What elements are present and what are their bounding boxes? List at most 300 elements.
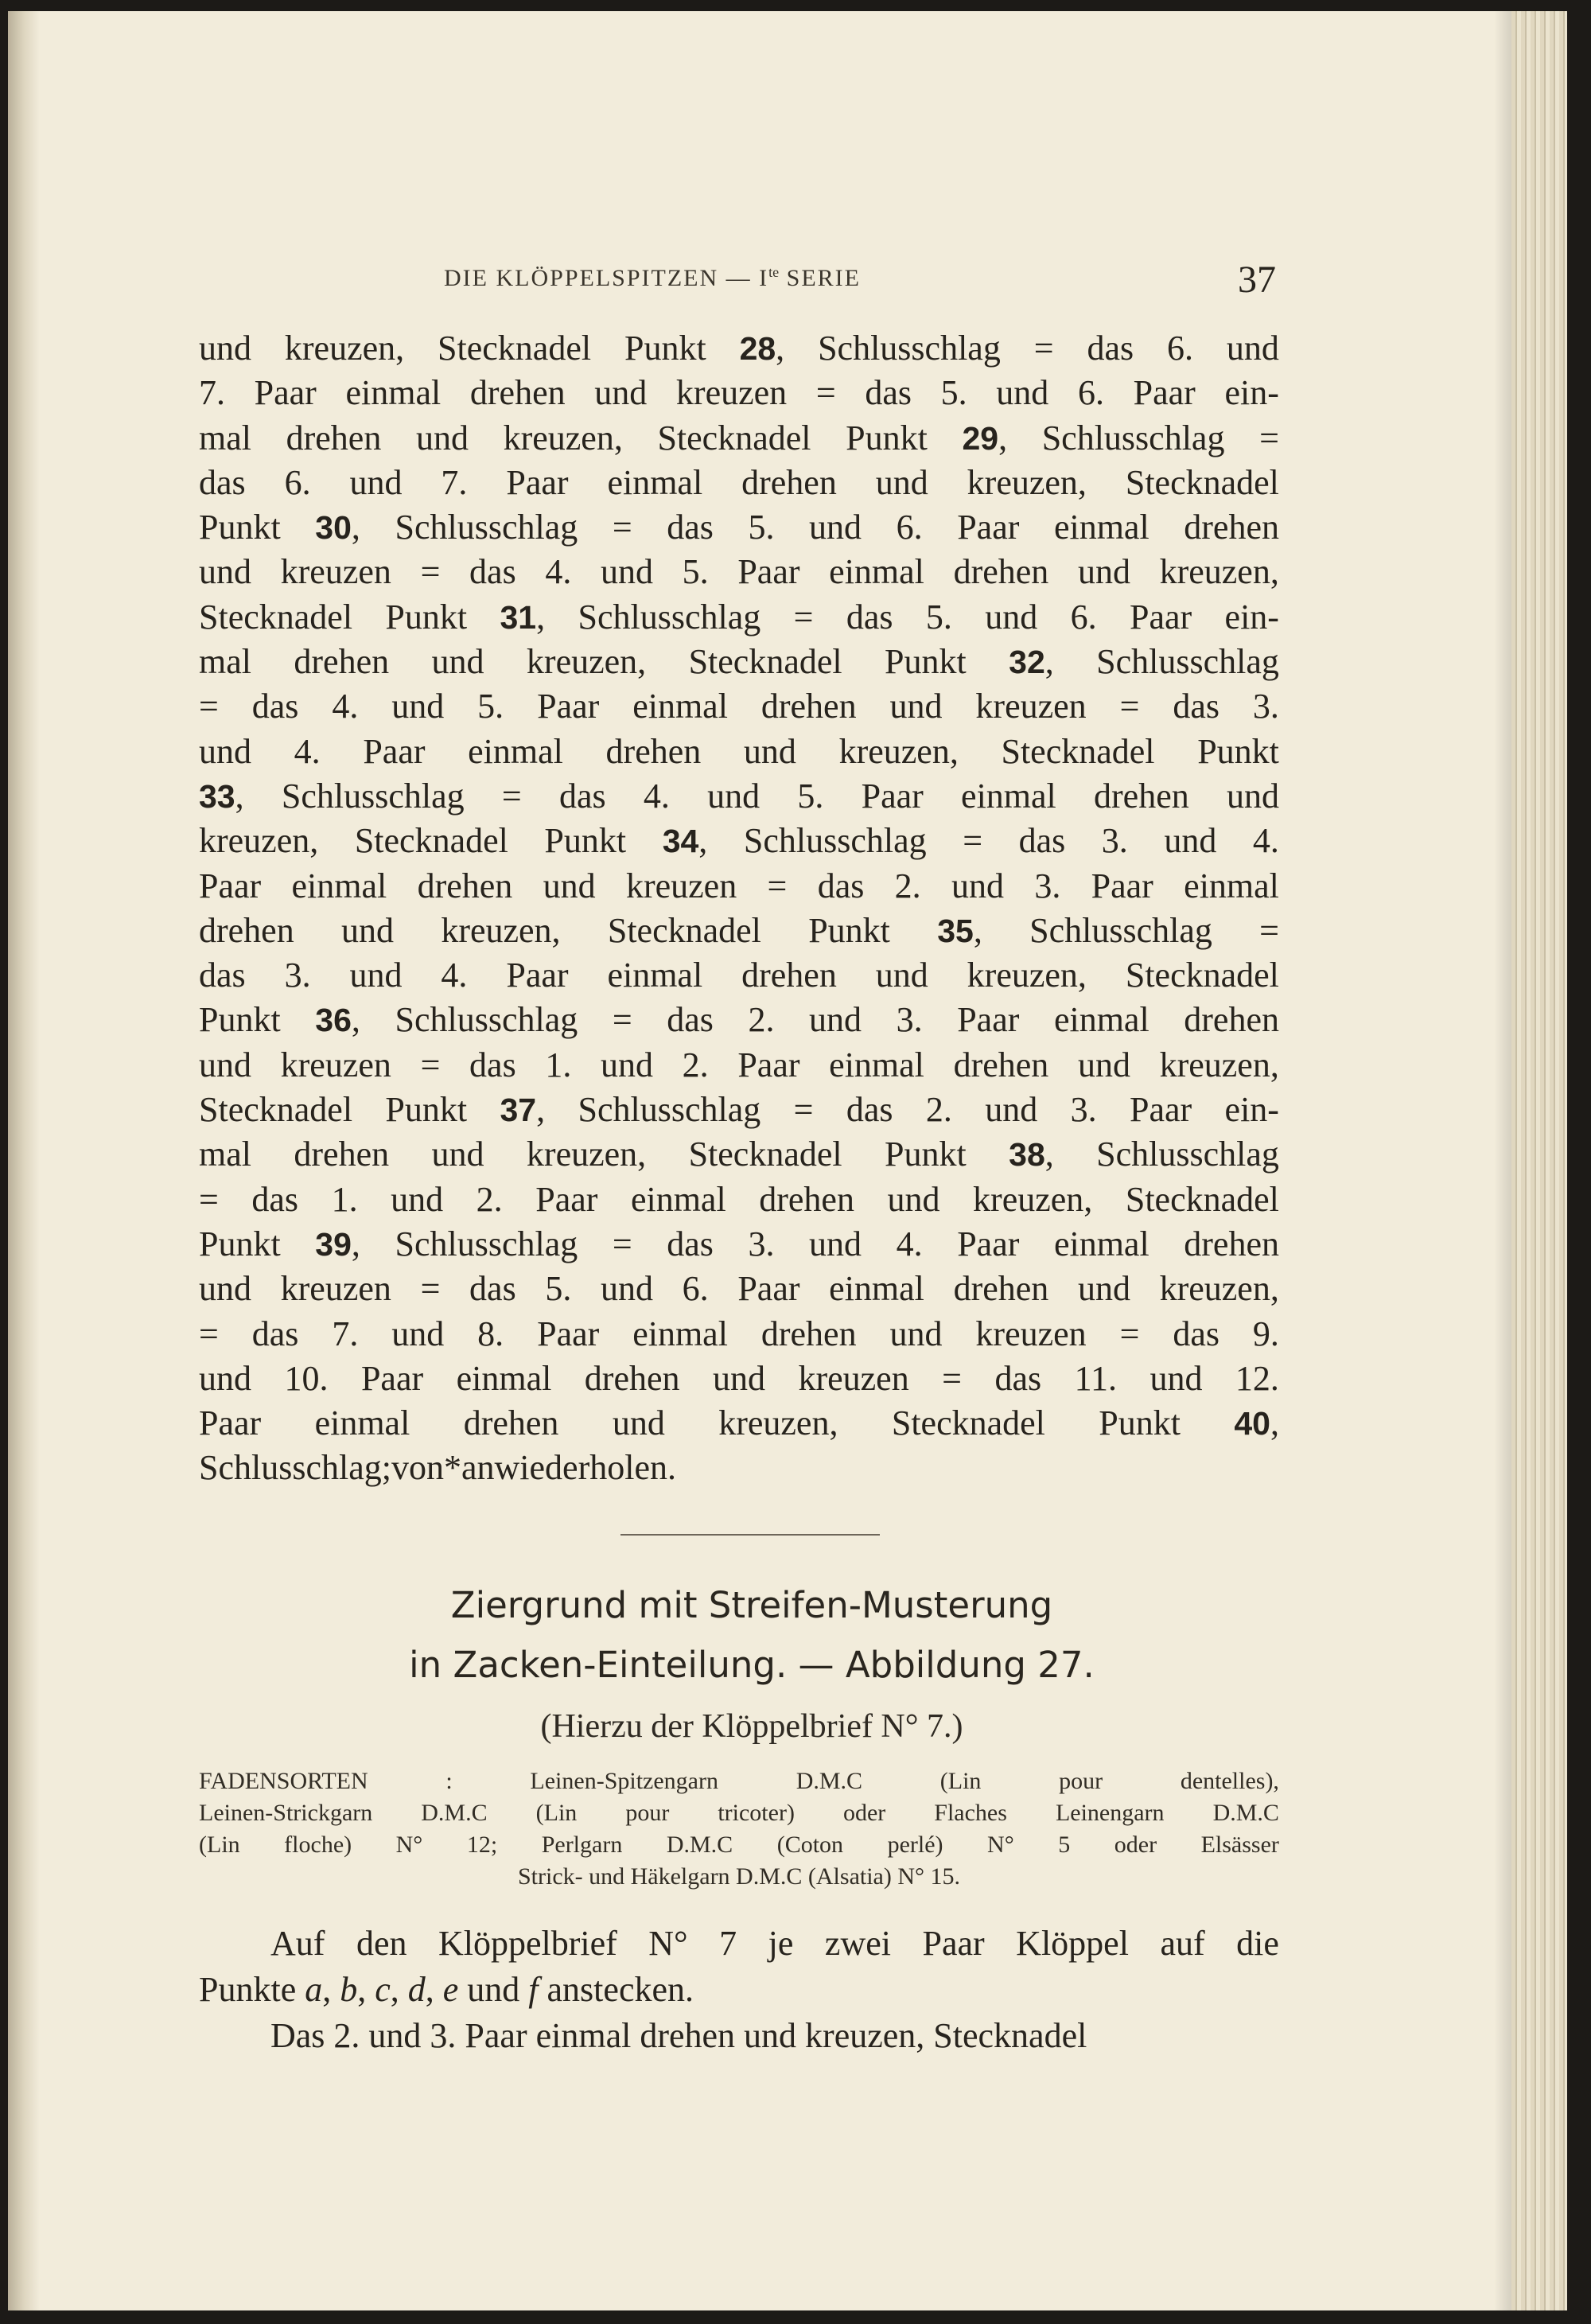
word: = (793, 1090, 814, 1130)
word: Punkt (885, 1135, 967, 1174)
word: Schlusschlag (281, 776, 465, 816)
word: kreuzen, (284, 329, 405, 368)
word: = (963, 821, 983, 861)
word: und (985, 1090, 1038, 1130)
body-line (199, 505, 1279, 550)
body-line (199, 416, 1279, 461)
word: und (707, 776, 760, 816)
word: = (199, 1179, 219, 1219)
book-page (8, 11, 1567, 2310)
word: drehen (584, 1358, 680, 1398)
word: 7 (719, 1924, 737, 1963)
word: 7. (199, 373, 225, 413)
word: drehen (294, 1135, 390, 1174)
body-line (199, 1132, 1279, 1177)
word: die (1236, 1924, 1279, 1963)
word: 8. (477, 1314, 504, 1353)
word: und (1077, 552, 1130, 592)
word: und (594, 373, 648, 413)
word: 5. (925, 597, 952, 636)
body-line (199, 595, 1279, 640)
word: Perlgarn (541, 1832, 623, 1858)
word: 2. (894, 866, 921, 905)
word: Paar (1133, 373, 1196, 413)
word: D.M.C (666, 1832, 733, 1858)
body-line (199, 1312, 1279, 1357)
pin-point-number: 40 (1234, 1405, 1270, 1442)
word: Schlusschlag (1029, 910, 1212, 950)
body-line (199, 461, 1279, 505)
word: je (768, 1924, 794, 1963)
word: und (601, 1269, 654, 1309)
word: kreuzen (280, 1045, 391, 1084)
materials-line (199, 1829, 1279, 1861)
word: kreuzen, (838, 731, 959, 771)
word: = (612, 1000, 632, 1040)
word: das (865, 373, 912, 413)
word: 33, (199, 776, 244, 816)
word: mal (199, 1135, 251, 1174)
word: Stecknadel (607, 910, 761, 950)
word: und (809, 1000, 862, 1040)
word: drehen (605, 731, 702, 771)
page-edge-shadow (1494, 11, 1511, 2310)
word: das (667, 1000, 714, 1040)
word: ein- (1224, 373, 1279, 413)
section-divider (620, 1534, 880, 1536)
word: Punkt (199, 1000, 281, 1040)
word: kreuzen, (967, 462, 1087, 502)
materials-line (199, 1797, 1279, 1829)
word: und (887, 1179, 940, 1219)
word: Paar (1129, 597, 1192, 636)
word: kreuzen, (1159, 1045, 1279, 1084)
word: 6. (1166, 329, 1193, 368)
body-line (199, 371, 1279, 415)
word: kreuzen (975, 687, 1087, 726)
body-line (199, 1043, 1279, 1088)
word: Paar (861, 776, 924, 816)
word: Punkt (808, 910, 890, 950)
word: Schlusschlag (578, 597, 761, 636)
word: kreuzen, (718, 1403, 838, 1443)
word: drehen (1184, 1224, 1279, 1263)
word: = (815, 373, 836, 413)
word: Paar (1091, 866, 1153, 905)
word: und (743, 731, 796, 771)
word: einmal (630, 1179, 726, 1219)
word: drehen (199, 910, 294, 950)
section-heading: Ziergrund mit Streifen-Musterung (450, 1584, 1053, 1626)
word: drehen (417, 866, 513, 905)
page-gutter (8, 11, 40, 2310)
word: N° (648, 1924, 688, 1963)
word: Schlusschlag; (199, 1448, 391, 1488)
word: kreuzen, (199, 821, 319, 861)
word: 2. (925, 1090, 952, 1130)
word: einmal (607, 956, 703, 995)
word: einmal (632, 1314, 728, 1353)
word: Elsässer (1200, 1832, 1279, 1858)
word: das (667, 1224, 714, 1263)
word: Punkt (1197, 731, 1279, 771)
word: 12; (466, 1832, 498, 1858)
word: und (199, 329, 251, 368)
word: 40, (1234, 1403, 1279, 1443)
word: drehen (741, 462, 837, 502)
word: 4. (896, 1224, 923, 1263)
word: oder (1114, 1832, 1157, 1858)
word: einmal (829, 552, 924, 592)
body-line (199, 953, 1279, 998)
word: = (793, 597, 814, 636)
body-line (199, 864, 1279, 909)
word: N° (987, 1832, 1014, 1858)
paragraph-line (199, 1921, 1279, 1967)
word: kreuzen (975, 1314, 1087, 1353)
word: = (612, 1224, 632, 1263)
word: und (349, 956, 403, 995)
body-line (199, 774, 1279, 819)
word: 6. (284, 462, 311, 502)
body-line (199, 998, 1279, 1042)
word: und (199, 1045, 251, 1084)
word: drehen (463, 1403, 559, 1443)
word: kreuzen, (526, 1135, 647, 1174)
word: Schlusschlag (818, 329, 1001, 368)
word: Stecknadel (688, 642, 842, 682)
word: Paar (737, 552, 800, 592)
word: das (469, 552, 516, 592)
running-title: DIE KLÖPPELSPITZEN — $I^{te}$ SERIE (444, 264, 861, 291)
section-heading-line2: in Zacken-Einteilung. — Abbildung 27. (409, 1644, 1095, 1686)
body-line (199, 1178, 1279, 1222)
body-line (199, 730, 1279, 774)
word: und (1164, 821, 1217, 861)
word: das (469, 1045, 516, 1084)
word: 6. (1077, 373, 1104, 413)
word: = (1259, 418, 1279, 457)
word: einmal (1053, 508, 1149, 547)
word: = (1119, 1314, 1140, 1353)
word: = (1119, 687, 1140, 726)
word: Stecknadel (199, 597, 353, 636)
word: 35, (937, 910, 982, 950)
word: = (767, 866, 788, 905)
body-line (199, 684, 1279, 729)
word: pour (1059, 1768, 1103, 1794)
word: (Lin (535, 1800, 578, 1826)
word: Flaches (934, 1800, 1007, 1826)
word: kreuzen (625, 866, 737, 905)
word: Paar (535, 1179, 598, 1219)
word: und (612, 1403, 665, 1443)
running-head (8, 258, 1567, 306)
word: 30, (315, 508, 360, 547)
word: 7. (441, 462, 468, 502)
word: und (199, 1269, 251, 1309)
word: ein- (1224, 597, 1279, 636)
word: und (601, 552, 654, 592)
word: = (1259, 910, 1279, 950)
word: kreuzen (280, 552, 391, 592)
word: drehen (953, 1269, 1049, 1309)
word: Paar (737, 1269, 800, 1309)
pin-point-number: 35 (937, 912, 974, 949)
word: das (558, 776, 606, 816)
word: Schlusschlag (578, 1090, 761, 1130)
word: 2. (476, 1179, 503, 1219)
word: von (391, 1448, 444, 1488)
word: 9. (1252, 1314, 1279, 1353)
word: drehen (294, 642, 390, 682)
word: kreuzen, (526, 642, 647, 682)
word: = (1033, 329, 1054, 368)
word: Paar (199, 1403, 262, 1443)
word: das (1173, 1314, 1220, 1353)
word: und (1077, 1045, 1130, 1084)
word: kreuzen, (967, 956, 1087, 995)
word: einmal (829, 1045, 924, 1084)
word: und (889, 687, 943, 726)
word: 5. (748, 508, 775, 547)
word: 39, (315, 1224, 360, 1263)
page-number: 37 (1238, 259, 1276, 301)
word: einmal (291, 866, 387, 905)
word: das (667, 508, 714, 547)
word: Paar (254, 373, 317, 413)
word: Stecknadel (1125, 462, 1279, 502)
word: Paar (537, 687, 600, 726)
body-line (199, 1088, 1279, 1132)
word: kreuzen, (1159, 552, 1279, 592)
word: Schlusschlag (743, 821, 927, 861)
word: das (1018, 821, 1066, 861)
word: drehen (953, 1045, 1049, 1084)
word: und (809, 508, 862, 547)
word: 5. (477, 687, 504, 726)
word: Stecknadel (688, 1135, 842, 1174)
word: einmal (1053, 1000, 1149, 1040)
word: drehen (469, 373, 566, 413)
word: drehen (1184, 508, 1279, 547)
word: Leinengarn (1055, 1800, 1165, 1826)
word: das (1173, 687, 1220, 726)
word: einmal (314, 1403, 410, 1443)
pin-point-number: 37 (500, 1092, 537, 1129)
word: einmal (468, 731, 563, 771)
word: 5. (797, 776, 824, 816)
word: tricoter) (718, 1800, 795, 1826)
word: einmal (961, 776, 1056, 816)
word: Paar (537, 1314, 600, 1353)
word: : (445, 1768, 453, 1794)
word: Punkt (544, 821, 627, 861)
word: 28, (739, 329, 785, 368)
word: und (809, 1224, 862, 1263)
body-line (199, 1401, 1279, 1446)
word: und (415, 418, 469, 457)
word: kreuzen, (441, 910, 561, 950)
word: drehen (760, 1314, 857, 1353)
word: Schlusschlag (1041, 418, 1225, 457)
word: D.M.C (796, 1768, 863, 1794)
page-edge (1511, 11, 1567, 2310)
word: 4. (332, 687, 359, 726)
word: und (985, 597, 1038, 636)
word: 6. (896, 508, 923, 547)
word: das (251, 1179, 299, 1219)
word: Paar (199, 866, 262, 905)
word: und (391, 1179, 444, 1219)
pin-point-number: 30 (315, 509, 352, 547)
word: und (1077, 1269, 1130, 1309)
word: Stecknadel (1125, 1179, 1279, 1219)
word: einmal (456, 1358, 552, 1398)
paragraph-line: Das 2. und 3. Paar einmal drehen und kreuzen, Stecknadel (270, 2016, 1087, 2055)
word: = (199, 1314, 219, 1353)
word: das (846, 1090, 893, 1130)
word: mal (199, 418, 251, 457)
word: das (1087, 329, 1134, 368)
word: und (199, 731, 251, 771)
word: Paar (957, 1000, 1020, 1040)
word: D.M.C (421, 1800, 488, 1826)
word: 31, (500, 597, 546, 636)
word: 3. (1101, 821, 1128, 861)
word: und (1149, 1358, 1203, 1398)
word: Klöppel (1016, 1924, 1129, 1963)
body-line (199, 819, 1279, 863)
word: = (612, 508, 632, 547)
word: Leinen-Strickgarn (199, 1800, 373, 1826)
word: 2. (748, 1000, 775, 1040)
word: Stecknadel (891, 1403, 1045, 1443)
word: dentelles), (1180, 1768, 1279, 1794)
word: und (996, 373, 1049, 413)
word: drehen (1184, 1000, 1279, 1040)
word: kreuzen (280, 1269, 391, 1309)
word: drehen (1094, 776, 1189, 816)
word: 4. (545, 552, 572, 592)
word: und (341, 910, 395, 950)
word: Punkt (846, 418, 928, 457)
word: einmal (632, 687, 728, 726)
word: drehen (286, 418, 382, 457)
word: 5 (1058, 1832, 1071, 1858)
word: 1. (545, 1045, 572, 1084)
paragraph-line: Punkte a , b , c , d , e und f anstecken. (199, 1970, 694, 2009)
word: kreuzen, (1159, 1269, 1279, 1309)
body-line (199, 1222, 1279, 1267)
word: 3. (1034, 866, 1061, 905)
word: pour (625, 1800, 670, 1826)
word: = (420, 1269, 441, 1309)
word: 11. (1074, 1358, 1117, 1398)
word: = (942, 1358, 962, 1398)
word: Schlusschlag (1096, 1135, 1279, 1174)
thread-materials (199, 1765, 1279, 1893)
word: 3. (748, 1224, 775, 1263)
word: das (251, 1314, 299, 1353)
word: 36, (315, 1000, 360, 1040)
word: = (420, 552, 441, 592)
word: Stecknadel (657, 418, 811, 457)
word: wiederholen. (494, 1448, 676, 1488)
word: 6. (682, 1269, 709, 1309)
word: Paar (363, 731, 426, 771)
word: und (889, 1314, 943, 1353)
word: und (875, 956, 928, 995)
word: Schlusschlag (395, 1000, 578, 1040)
word: 34, (662, 821, 708, 861)
word: 37, (500, 1090, 546, 1130)
word: und (199, 552, 251, 592)
word: 2. (682, 1045, 709, 1084)
word: und (951, 866, 1004, 905)
pin-point-number: 32 (1009, 644, 1045, 681)
word: Punkt (199, 508, 281, 547)
word: das (199, 956, 246, 995)
word: 12. (1235, 1358, 1279, 1398)
word: Schlusschlag (395, 1224, 578, 1263)
word: an (461, 1448, 495, 1488)
word: und (431, 1135, 484, 1174)
word: 6. (1070, 597, 1097, 636)
pin-point-number: 36 (315, 1002, 352, 1039)
word: 5. (682, 552, 709, 592)
word: drehen (953, 552, 1049, 592)
materials-line (199, 1765, 1279, 1797)
word: kreuzen, (503, 418, 623, 457)
word: den (356, 1924, 407, 1963)
word: und (1227, 776, 1279, 816)
materials-line: Strick- und Häkelgarn D.M.C (Alsatia) N° 15. (517, 1863, 961, 1890)
word: kreuzen, (973, 1179, 1093, 1219)
word: Paar (957, 508, 1020, 547)
word: Punkt (1099, 1403, 1181, 1443)
word: (Coton (776, 1832, 844, 1858)
word: Paar (506, 462, 569, 502)
word: Punkt (885, 642, 967, 682)
pin-point-number: 31 (500, 598, 537, 636)
body-line (199, 1446, 1279, 1490)
word: 4. (441, 956, 468, 995)
word: 10. (284, 1358, 329, 1398)
word: Paar (922, 1924, 985, 1963)
word: (Lin (199, 1832, 240, 1858)
word: = (199, 687, 219, 726)
word: Stecknadel (438, 329, 592, 368)
word: 5. (940, 373, 967, 413)
word: Paar (360, 1358, 424, 1398)
pin-point-number: 34 (662, 823, 699, 860)
word: und (712, 1358, 765, 1398)
word: Paar (737, 1045, 800, 1084)
word: und (1226, 329, 1279, 368)
word: mal (199, 642, 251, 682)
word: = (501, 776, 522, 816)
word: das (469, 1269, 516, 1309)
word: einmal (1184, 866, 1279, 905)
pin-point-number: 28 (739, 330, 776, 367)
word: * (443, 1448, 461, 1488)
word: Stecknadel (354, 821, 508, 861)
word: drehen (759, 1179, 854, 1219)
word: 4. (643, 776, 670, 816)
word: drehen (741, 956, 837, 995)
word: Punkt (385, 597, 468, 636)
